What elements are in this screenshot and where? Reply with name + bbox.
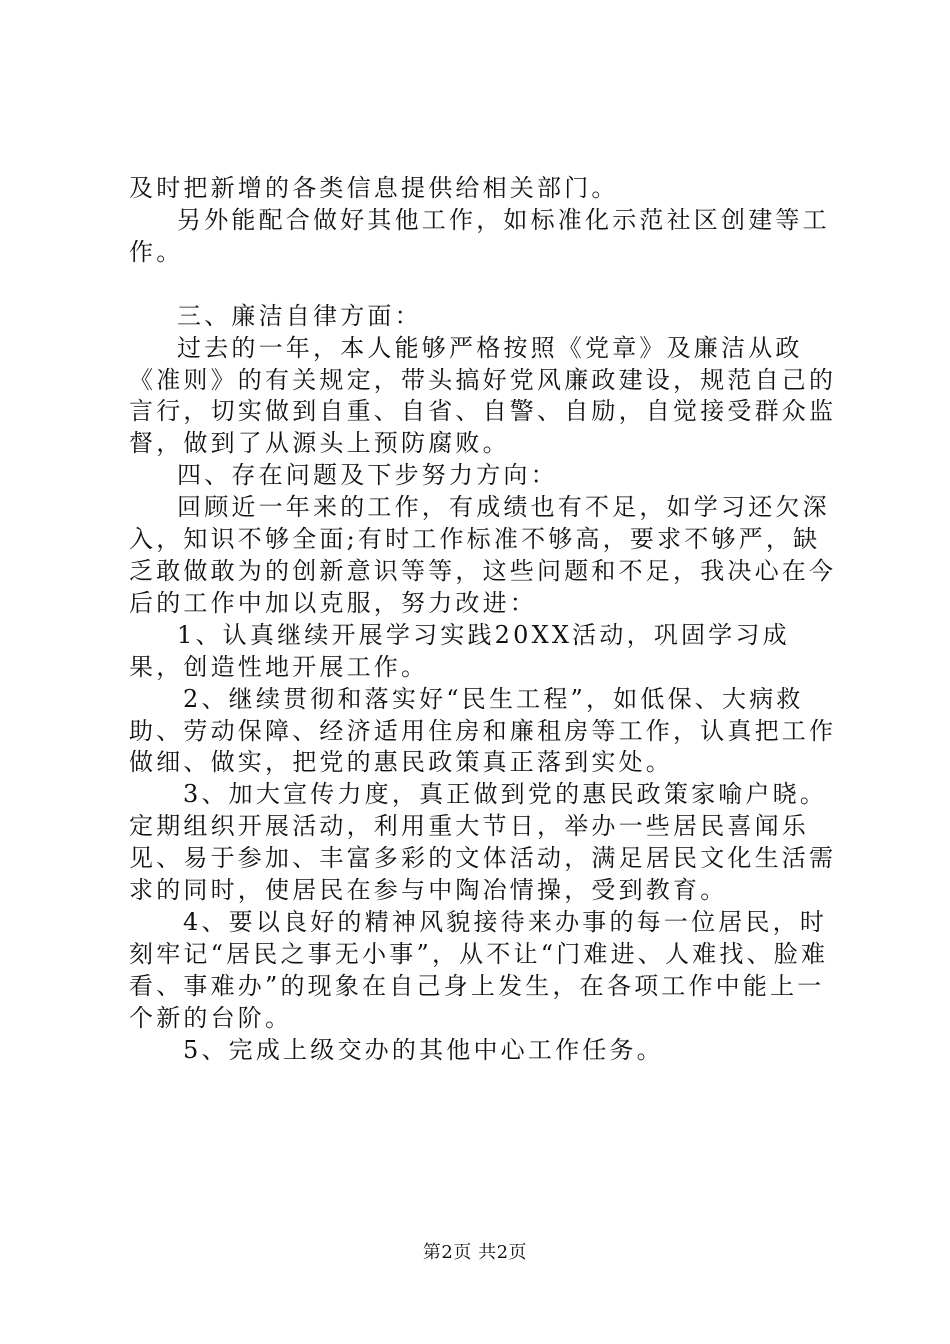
list-item-2: 2、继续贯彻和落实好“民生工程”，如低保、大病救助、劳动保障、经济适用住房和廉租房等工作，认真把工作做细、做实，把党的惠民政策真正落到实处。 — [129, 684, 837, 777]
list-item-3: 3、加大宣传力度，真正做到党的惠民政策家喻户晓。定期组织开展活动，利用重大节日，举办一些居民喜闻乐见、易于参加、丰富多彩的文体活动，满足居民文化生活需求的同时，使居民在参与中陶冶情操，受到教育。 — [129, 780, 837, 905]
paragraph-other-work: 另外能配合做好其他工作，如标准化示范社区创建等工作。 — [129, 205, 830, 266]
list-item-4: 4、要以良好的精神风貌接待来办事的每一位居民，时刻牢记“居民之事无小事”，从不让“门难进、人难找、脸难看、事难办”的现象在自己身上发生，在各项工作中能上一个新的台阶。 — [129, 907, 829, 1032]
section-heading-integrity: 三、廉洁自律方面： — [177, 301, 422, 330]
list-item-1: 1、认真继续开展学习实践20XX活动，巩固学习成果，创造性地开展工作。 — [129, 620, 790, 681]
paragraph-continuation: 及时把新增的各类信息提供给相关部门。 — [129, 174, 619, 202]
list-item-5: 5、完成上级交办的其他中心工作任务。 — [183, 1035, 664, 1064]
paragraph-spacer — [129, 269, 844, 301]
paragraph-review: 回顾近一年来的工作，有成绩也有不足，如学习还欠深入，知识不够全面;有时工作标准不够高，要求不够严，缺乏敢做敢为的创新意识等等，这些问题和不足，我决心在今后的工作中加以克服，努力改进： — [129, 493, 837, 617]
document-body — [129, 173, 844, 1066]
paragraph-integrity: 过去的一年，本人能够严格按照《党章》及廉洁从政《准则》的有关规定，带头搞好党风廉政建设，规范自己的言行，切实做到自重、自省、自警、自励，自觉接受群众监督，做到了从源头上预防腐败。 — [129, 333, 837, 458]
page-footer: 第2页 共2页 — [422, 1242, 528, 1263]
section-heading-problems: 四、存在问题及下步努力方向： — [177, 461, 558, 490]
